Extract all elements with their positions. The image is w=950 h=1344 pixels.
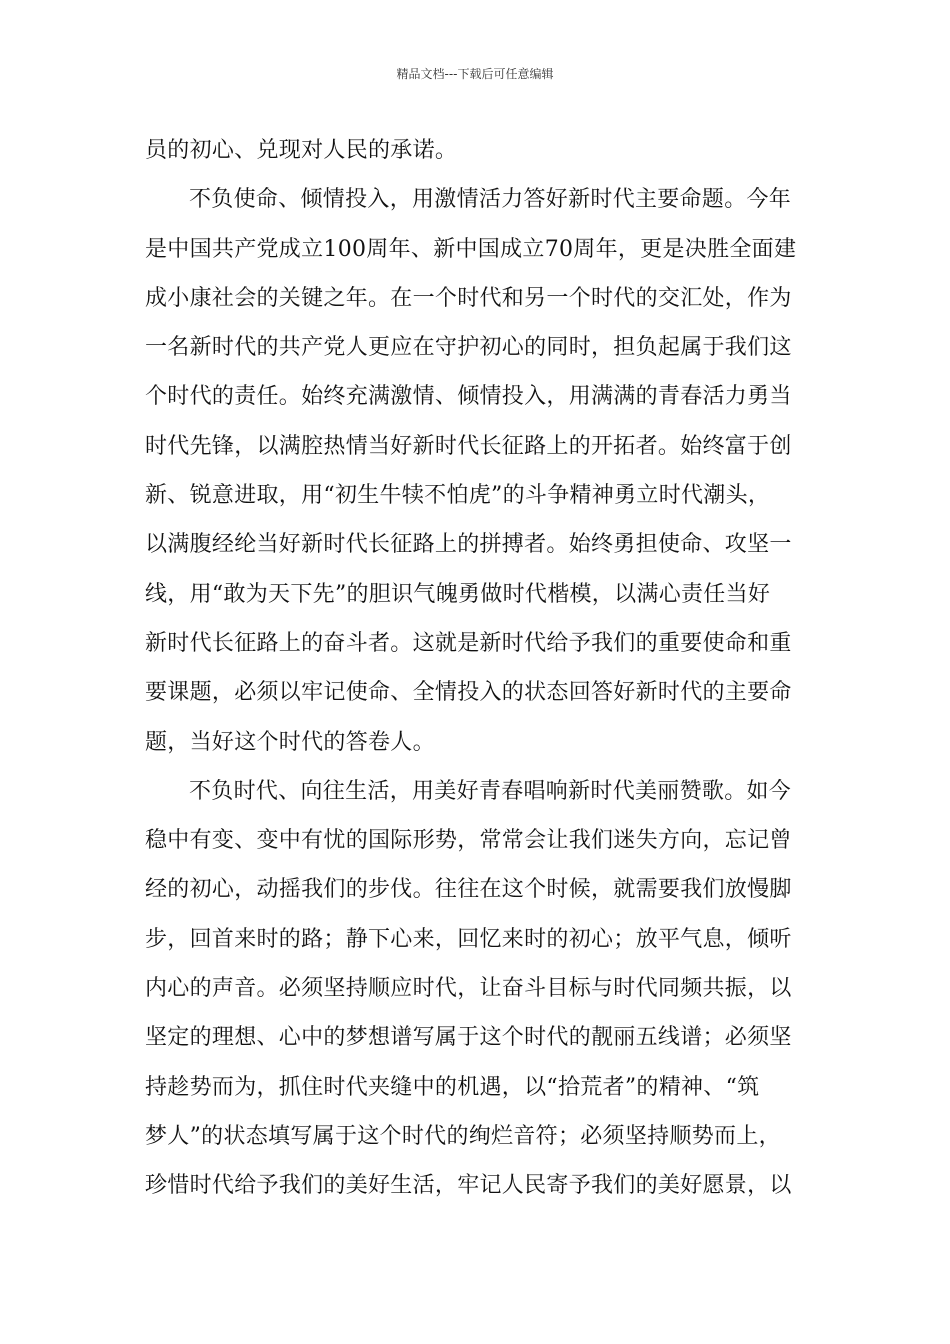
text-line: 个时代的责任。始终充满激情、倾情投入，用满满的青春活力勇当 <box>145 384 792 410</box>
text-line: 坚定的理想、心中的梦想谱写属于这个时代的靓丽五线谱；必须坚 <box>145 1025 792 1051</box>
text-line: 经的初心，动摇我们的步伐。往往在这个时候，就需要我们放慢脚 <box>145 877 792 903</box>
text-line: 要课题，必须以牢记使命、全情投入的状态回答好新时代的主要命 <box>145 680 792 706</box>
text-line: 一名新时代的共产党人更应在守护初心的同时，担负起属于我们这 <box>145 335 792 361</box>
text-line: 成小康社会的关键之年。在一个时代和另一个时代的交汇处，作为 <box>145 285 792 311</box>
document-body <box>145 126 805 1211</box>
page-header: 精品文档---下载后可任意编辑 <box>396 67 554 81</box>
text-line: 题，当好这个时代的答卷人。 <box>145 729 435 755</box>
text-line: 线，用“敢为天下先”的胆识气魄勇做时代楷模，以满心责任当好 <box>145 581 771 607</box>
text-line: 新、锐意进取，用“初生牛犊不怕虎”的斗争精神勇立时代潮头， <box>145 483 771 509</box>
text-line: 稳中有变、变中有忧的国际形势，常常会让我们迷失方向，忘记曾 <box>145 828 792 854</box>
text-line: 时代先锋，以满腔热情当好新时代长征路上的开拓者。始终富于创 <box>145 433 792 459</box>
text-line: 内心的声音。必须坚持顺应时代，让奋斗目标与时代同频共振，以 <box>145 976 792 1002</box>
text-line: 珍惜时代给予我们的美好生活，牢记人民寄予我们的美好愿景，以 <box>145 1173 792 1199</box>
text-line: 持趁势而为，抓住时代夹缝中的机遇，以“拾荒者”的精神、“筑 <box>145 1074 760 1100</box>
text-line: 以满腹经纶当好新时代长征路上的拼搏者。始终勇担使命、攻坚一 <box>145 532 792 558</box>
paragraph-start-line: 不负时代、向往生活，用美好青春唱响新时代美丽赞歌。如今 <box>189 778 792 804</box>
text-line: 梦人”的状态填写属于这个时代的绚烂音符；必须坚持顺势而上， <box>145 1123 781 1149</box>
text-line: 步，回首来时的路；静下心来，回忆来时的初心；放平气息，倾听 <box>145 926 792 952</box>
text-line: 是中国共产党成立100周年、新中国成立70周年，更是决胜全面建 <box>145 236 797 262</box>
text-line: 新时代长征路上的奋斗者。这就是新时代给予我们的重要使命和重 <box>145 630 792 656</box>
text-line: 员的初心、兑现对人民的承诺。 <box>145 138 458 163</box>
paragraph-start-line: 不负使命、倾情投入，用激情活力答好新时代主要命题。今年 <box>189 187 792 213</box>
